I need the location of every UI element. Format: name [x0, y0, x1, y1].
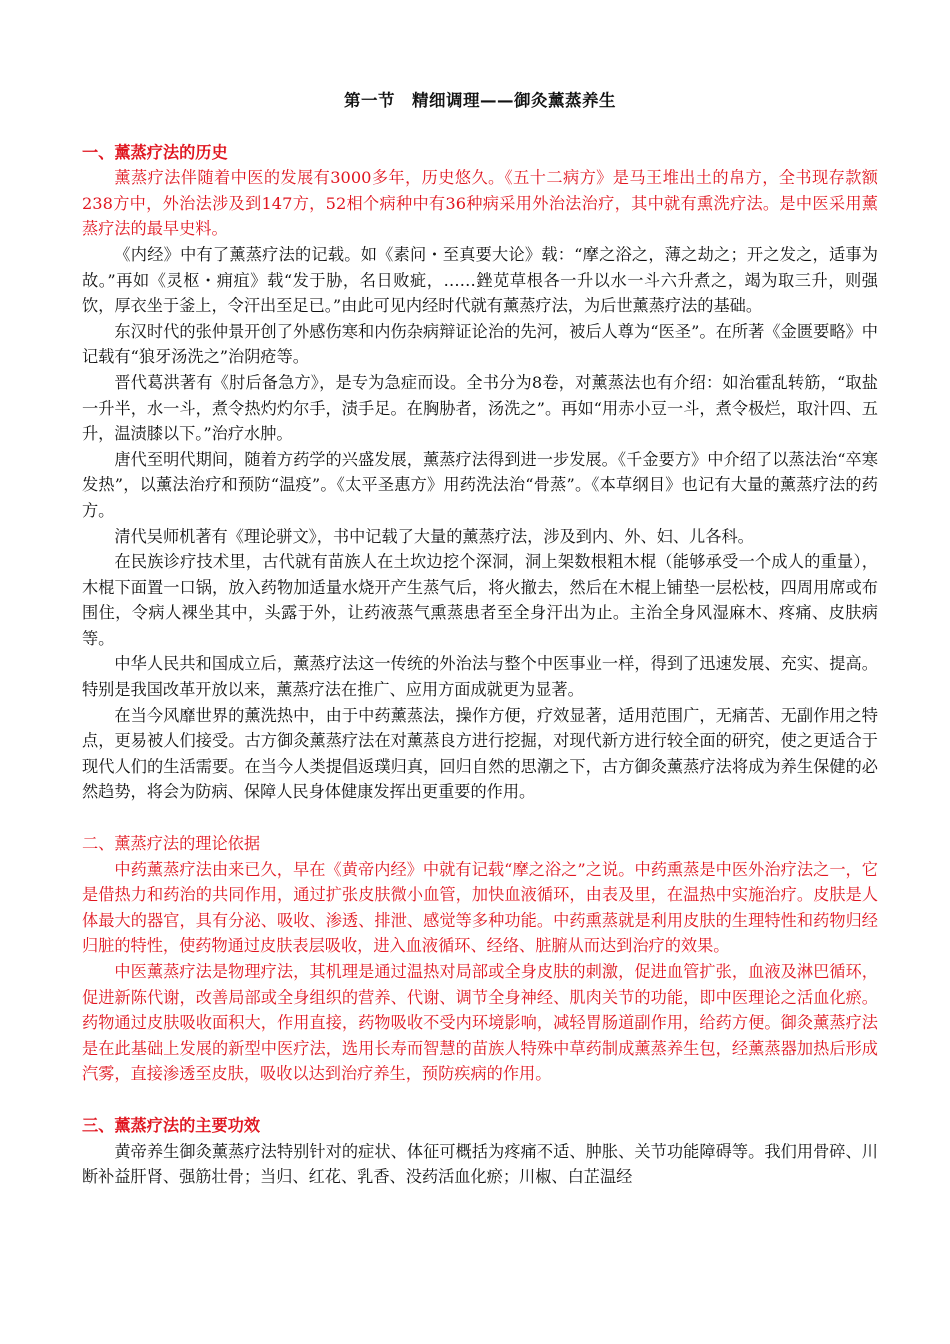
- paragraph: 中药薰蒸疗法由来已久，早在《黄帝内经》中就有记载“摩之浴之”之说。中药熏蒸是中医外治疗法之一，它是借热力和药治的共同作用，通过扩张皮肤微小血管，加快血液循环，由表及里，在温热中实施治疗。皮肤是人体最大的器官，具有分泌、吸收、渗透、排泄、感觉等多种功能。中药熏蒸就是利用皮肤的生理特性和药物归经归脏的特性，使药物通过皮肤表层吸收，进入血液循环、经络、脏腑从而达到治疗的效果。: [82, 859, 878, 956]
- paragraph: 在民族诊疗技术里，古代就有苗族人在土坎边挖个深洞，洞上架数根粗木棍（能够承受一个成人的重量），木棍下面置一口锅，放入药物加适量水烧开产生蒸气后，将火撤去，然后在木棍上铺垫一层松枝，四周用席或布围住，令病人裸坐其中，头露于外，让药液蒸气熏蒸患者至全身汗出为止。主治全身风湿麻木、疼痛、皮肤病等。: [82, 552, 878, 648]
- paragraph: 中华人民共和国成立后，薰蒸疗法这一传统的外治法与整个中医事业一样，得到了迅速发展、充实、提高。特别是我国改革开放以来，薰蒸疗法在推广、应用方面成就更为显著。: [82, 654, 878, 700]
- section-gap: [82, 805, 878, 831]
- paragraph: 晋代葛洪著有《肘后备急方》，是专为急症而设。全书分为8卷，对薰蒸法也有介绍：如治霍乱转筋，“取盐一升半，水一斗，煮令热灼灼尔手，渍手足。在胸胁者，汤洗之”。再如“用赤小豆一斗，煮令极烂，取汁四、五升，温渍膝以下。”治疗水肿。: [82, 372, 878, 444]
- section-heading-effects: 三、薰蒸疗法的主要功效: [82, 1115, 261, 1135]
- section-heading-theory: 二、薰蒸疗法的理论依据: [82, 834, 261, 854]
- section-gap: [82, 1087, 878, 1113]
- paragraph: 黄帝养生御灸薰蒸疗法特别针对的症状、体征可概括为疼痛不适、肿胀、关节功能障碍等。我们用骨碎、川断补益肝肾、强筋壮骨；当归、红花、乳香、没药活血化瘀；川椒、白芷温经: [82, 1141, 878, 1187]
- page-title: 第一节 精细调理——御灸薰蒸养生: [344, 91, 616, 110]
- section-heading-history: 一、薰蒸疗法的历史: [82, 142, 228, 162]
- paragraph: 清代吴师机著有《理论骈文》，书中记载了大量的薰蒸疗法，涉及到内、外、妇、儿各科。: [114, 526, 754, 546]
- document-page: [82, 88, 878, 1190]
- paragraph: 中医薰蒸疗法是物理疗法，其机理是通过温热对局部或全身皮肤的刺激，促进血管扩张，血液及淋巴循环，促进新陈代谢，改善局部或全身组织的营养、代谢、调节全身神经、肌肉关节的功能，即中医理论之活血化瘀。药物通过皮肤吸收面积大，作用直接，药物吸收不受内环境影响，减轻胃肠道副作用，给药方便。御灸薰蒸疗法是在此基础上发展的新型中医疗法，选用长寿而智慧的苗族人特殊中草药制成薰蒸养生包，经薰蒸器加热后形成汽雾，直接渗透至皮肤，吸收以达到治疗养生，预防疾病的作用。: [82, 962, 878, 1084]
- paragraph: 薰蒸疗法伴随着中医的发展有3000多年，历史悠久。《五十二病方》是马王堆出土的帛方，全书现存款额238方中，外治法涉及到147方，52相个病种中有36种病采用外治法治疗，其中就有熏洗疗法。是中医采用薰蒸疗法的最早史料。: [82, 168, 878, 239]
- paragraph: 《内经》中有了薰蒸疗法的记载。如《素问・至真要大论》载：“摩之浴之，薄之劫之；开之发之，适事为故。”再如《灵枢・痈疽》载“发于胁，名日败疵，……銼苋草根各一升以水一斗六升煮之，竭为取三升，则强饮，厚衣坐于釜上，令汗出至足已。”由此可见内经时代就有薰蒸疗法，为后世薰蒸疗法的基础。: [82, 244, 878, 316]
- paragraph: 在当今风靡世界的薰洗热中，由于中药薰蒸法，操作方便，疗效显著，适用范围广，无痛苦、无副作用之特点，更易被人们接受。古方御灸薰蒸疗法在对薰蒸良方进行挖掘，对现代新方进行较全面的研究，使之更适合于现代人们的生活需要。在当今人类提倡返璞归真，回归自然的思潮之下，古方御灸薰蒸疗法将成为养生保健的必然趋势，将会为防病、保障人民身体健康发挥出更重要的作用。: [82, 705, 878, 802]
- paragraph: 东汉时代的张仲景开创了外感伤寒和内伤杂病辩证论治的先河，被后人尊为“医圣”。在所著《金匮要略》中记载有“狼牙汤洗之”治阴疮等。: [82, 321, 878, 367]
- paragraph: 唐代至明代期间，随着方药学的兴盛发展，薰蒸疗法得到进一步发展。《千金要方》中介绍了以蒸法治“卒寒发热”，以薰法治疗和预防“温疫”。《太平圣惠方》用药洗法治“骨蒸”。《本草纲目》也记有大量的薰蒸疗法的药方。: [82, 449, 878, 520]
